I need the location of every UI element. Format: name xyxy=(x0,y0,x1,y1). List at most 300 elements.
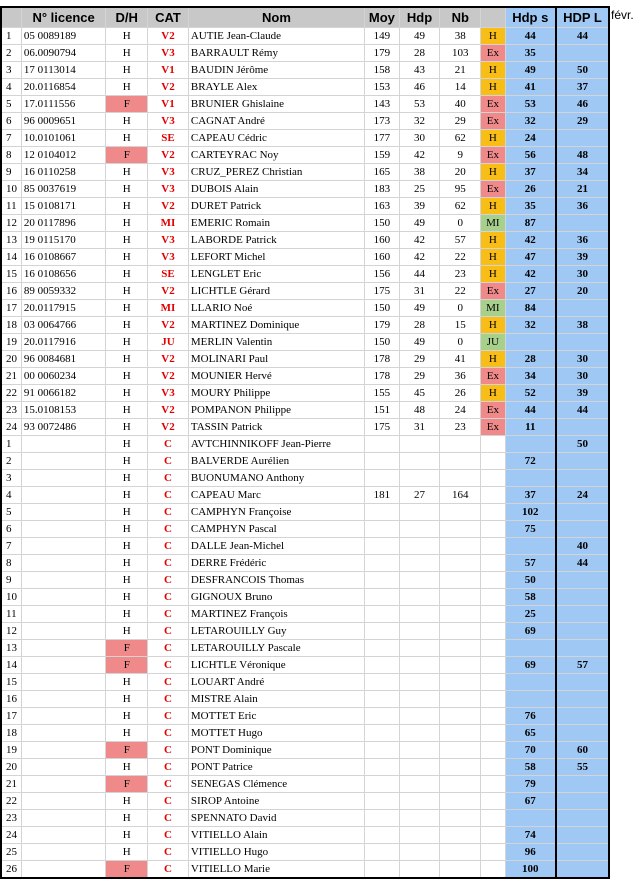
moy-cell[interactable]: 178 xyxy=(365,351,400,368)
dh-cell[interactable]: H xyxy=(106,334,148,351)
hdp-cell[interactable] xyxy=(399,555,440,572)
hdps-cell[interactable]: 67 xyxy=(505,793,556,810)
status-cell[interactable] xyxy=(481,521,505,538)
nb-cell[interactable] xyxy=(440,623,481,640)
category-cell[interactable]: V3 xyxy=(148,164,189,181)
moy-cell[interactable] xyxy=(365,674,400,691)
row-number[interactable]: 4 xyxy=(1,79,21,96)
hdp-cell[interactable]: 42 xyxy=(399,147,440,164)
dh-cell[interactable]: H xyxy=(106,691,148,708)
row-number[interactable]: 7 xyxy=(1,130,21,147)
status-cell[interactable] xyxy=(481,844,505,861)
name-cell[interactable]: MARTINEZ Dominique xyxy=(188,317,364,334)
licence-cell[interactable] xyxy=(21,606,106,623)
row-number[interactable]: 25 xyxy=(1,844,21,861)
moy-cell[interactable]: 159 xyxy=(365,147,400,164)
hdpl-cell[interactable] xyxy=(556,504,609,521)
hdpl-cell[interactable]: 24 xyxy=(556,487,609,504)
name-cell[interactable]: CAMPHYN Françoise xyxy=(188,504,364,521)
status-cell[interactable] xyxy=(481,504,505,521)
hdps-cell[interactable]: 84 xyxy=(505,300,556,317)
hdpl-cell[interactable]: 39 xyxy=(556,385,609,402)
licence-cell[interactable] xyxy=(21,827,106,844)
moy-cell[interactable] xyxy=(365,793,400,810)
hdps-cell[interactable] xyxy=(505,538,556,555)
hdp-cell[interactable]: 49 xyxy=(399,215,440,232)
row-number[interactable]: 5 xyxy=(1,96,21,113)
hdps-cell[interactable]: 41 xyxy=(505,79,556,96)
moy-cell[interactable] xyxy=(365,555,400,572)
name-cell[interactable]: DESFRANCOIS Thomas xyxy=(188,572,364,589)
status-cell[interactable] xyxy=(481,572,505,589)
nb-cell[interactable] xyxy=(440,572,481,589)
category-cell[interactable]: V1 xyxy=(148,62,189,79)
dh-cell[interactable]: F xyxy=(106,776,148,793)
status-cell[interactable] xyxy=(481,453,505,470)
name-cell[interactable]: CRUZ_PEREZ Christian xyxy=(188,164,364,181)
licence-cell[interactable] xyxy=(21,759,106,776)
licence-cell[interactable] xyxy=(21,691,106,708)
dh-cell[interactable]: H xyxy=(106,436,148,453)
hdps-cell[interactable] xyxy=(505,640,556,657)
category-cell[interactable]: V3 xyxy=(148,249,189,266)
hdpl-cell[interactable]: 38 xyxy=(556,317,609,334)
nb-cell[interactable] xyxy=(440,691,481,708)
moy-cell[interactable] xyxy=(365,844,400,861)
moy-cell[interactable]: 160 xyxy=(365,232,400,249)
hdpl-cell[interactable]: 57 xyxy=(556,657,609,674)
licence-cell[interactable]: 16 0110258 xyxy=(21,164,106,181)
category-cell[interactable]: V2 xyxy=(148,368,189,385)
nb-cell[interactable]: 21 xyxy=(440,62,481,79)
moy-cell[interactable]: 150 xyxy=(365,215,400,232)
moy-cell[interactable] xyxy=(365,504,400,521)
dh-cell[interactable]: H xyxy=(106,419,148,436)
status-cell[interactable] xyxy=(481,861,505,879)
name-cell[interactable]: MISTRE Alain xyxy=(188,691,364,708)
dh-cell[interactable]: H xyxy=(106,487,148,504)
hdp-cell[interactable] xyxy=(399,742,440,759)
nb-cell[interactable] xyxy=(440,810,481,827)
row-number[interactable]: 18 xyxy=(1,725,21,742)
category-cell[interactable]: V3 xyxy=(148,113,189,130)
hdp-cell[interactable]: 46 xyxy=(399,79,440,96)
moy-cell[interactable]: 177 xyxy=(365,130,400,147)
status-cell[interactable]: H xyxy=(481,232,505,249)
nb-cell[interactable] xyxy=(440,470,481,487)
hdpl-cell[interactable]: 30 xyxy=(556,368,609,385)
moy-cell[interactable]: 175 xyxy=(365,283,400,300)
licence-cell[interactable] xyxy=(21,810,106,827)
row-number[interactable]: 2 xyxy=(1,453,21,470)
hdpl-cell[interactable] xyxy=(556,691,609,708)
hdpl-cell[interactable] xyxy=(556,674,609,691)
licence-cell[interactable] xyxy=(21,725,106,742)
licence-cell[interactable] xyxy=(21,572,106,589)
licence-cell[interactable] xyxy=(21,487,106,504)
name-cell[interactable]: LABORDE Patrick xyxy=(188,232,364,249)
category-cell[interactable]: C xyxy=(148,453,189,470)
hdp-cell[interactable] xyxy=(399,861,440,879)
nb-cell[interactable]: 0 xyxy=(440,300,481,317)
name-cell[interactable]: PONT Patrice xyxy=(188,759,364,776)
row-number[interactable]: 1 xyxy=(1,436,21,453)
status-cell[interactable]: MI xyxy=(481,300,505,317)
row-number[interactable]: 3 xyxy=(1,470,21,487)
hdp-cell[interactable] xyxy=(399,759,440,776)
nb-cell[interactable]: 0 xyxy=(440,334,481,351)
hdpl-cell[interactable]: 46 xyxy=(556,96,609,113)
row-number[interactable]: 15 xyxy=(1,674,21,691)
licence-cell[interactable]: 93 0072486 xyxy=(21,419,106,436)
nb-cell[interactable] xyxy=(440,436,481,453)
hdps-cell[interactable]: 49 xyxy=(505,62,556,79)
hdpl-cell[interactable] xyxy=(556,215,609,232)
dh-cell[interactable]: H xyxy=(106,555,148,572)
hdp-cell[interactable]: 31 xyxy=(399,419,440,436)
hdpl-cell[interactable]: 50 xyxy=(556,436,609,453)
hdp-cell[interactable] xyxy=(399,657,440,674)
status-cell[interactable] xyxy=(481,793,505,810)
nb-header[interactable]: Nb xyxy=(440,7,481,28)
nb-cell[interactable] xyxy=(440,708,481,725)
hdp-cell[interactable] xyxy=(399,589,440,606)
dh-cell[interactable]: H xyxy=(106,368,148,385)
hdps-cell[interactable]: 87 xyxy=(505,215,556,232)
dh-cell[interactable]: H xyxy=(106,266,148,283)
moy-cell[interactable] xyxy=(365,725,400,742)
moy-cell[interactable] xyxy=(365,759,400,776)
dh-cell[interactable]: H xyxy=(106,79,148,96)
hdp-cell[interactable] xyxy=(399,725,440,742)
licence-cell[interactable]: 96 0009651 xyxy=(21,113,106,130)
nb-cell[interactable] xyxy=(440,589,481,606)
hdps-cell[interactable]: 56 xyxy=(505,147,556,164)
hdpl-cell[interactable]: 44 xyxy=(556,28,609,45)
nb-cell[interactable] xyxy=(440,521,481,538)
nb-cell[interactable] xyxy=(440,504,481,521)
dh-cell[interactable]: H xyxy=(106,113,148,130)
hdps-cell[interactable]: 102 xyxy=(505,504,556,521)
moy-cell[interactable] xyxy=(365,572,400,589)
hdp-cell[interactable] xyxy=(399,827,440,844)
hdpl-cell[interactable] xyxy=(556,861,609,879)
hdpl-cell[interactable] xyxy=(556,793,609,810)
name-cell[interactable]: MOLINARI Paul xyxy=(188,351,364,368)
name-cell[interactable]: CAGNAT André xyxy=(188,113,364,130)
licence-cell[interactable] xyxy=(21,674,106,691)
hdpl-cell[interactable] xyxy=(556,725,609,742)
category-cell[interactable]: V2 xyxy=(148,351,189,368)
status-cell[interactable]: H xyxy=(481,198,505,215)
row-number[interactable]: 2 xyxy=(1,45,21,62)
hdps-cell[interactable]: 34 xyxy=(505,368,556,385)
hdps-cell[interactable]: 75 xyxy=(505,521,556,538)
nb-cell[interactable] xyxy=(440,827,481,844)
hdp-cell[interactable]: 48 xyxy=(399,402,440,419)
category-cell[interactable]: V3 xyxy=(148,232,189,249)
dh-cell[interactable]: F xyxy=(106,147,148,164)
dh-cell[interactable]: H xyxy=(106,283,148,300)
row-number[interactable]: 24 xyxy=(1,827,21,844)
name-cell[interactable]: AVTCHINNIKOFF Jean-Pierre xyxy=(188,436,364,453)
moy-cell[interactable] xyxy=(365,708,400,725)
status-cell[interactable]: H xyxy=(481,28,505,45)
name-cell[interactable]: DUBOIS Alain xyxy=(188,181,364,198)
nb-cell[interactable] xyxy=(440,725,481,742)
name-cell[interactable]: MOUNIER Hervé xyxy=(188,368,364,385)
name-cell[interactable]: VITIELLO Hugo xyxy=(188,844,364,861)
hdp-cell[interactable]: 43 xyxy=(399,62,440,79)
name-cell[interactable]: CAPEAU Marc xyxy=(188,487,364,504)
hdpl-cell[interactable] xyxy=(556,606,609,623)
hdpl-cell[interactable]: 20 xyxy=(556,283,609,300)
hdps-cell[interactable]: 37 xyxy=(505,487,556,504)
licence-cell[interactable]: 96 0084681 xyxy=(21,351,106,368)
row-number[interactable]: 21 xyxy=(1,368,21,385)
nb-cell[interactable]: 22 xyxy=(440,283,481,300)
name-cell[interactable]: BRAYLE Alex xyxy=(188,79,364,96)
hdp-cell[interactable]: 31 xyxy=(399,283,440,300)
extra-column-header[interactable]: févr. xyxy=(611,8,634,22)
name-cell[interactable]: DERRE Frédéric xyxy=(188,555,364,572)
moy-cell[interactable]: 179 xyxy=(365,317,400,334)
nb-cell[interactable]: 40 xyxy=(440,96,481,113)
nb-cell[interactable]: 23 xyxy=(440,419,481,436)
licence-cell[interactable] xyxy=(21,742,106,759)
licence-cell[interactable]: 85 0037619 xyxy=(21,181,106,198)
category-cell[interactable]: C xyxy=(148,555,189,572)
status-cell[interactable]: Ex xyxy=(481,45,505,62)
name-cell[interactable]: SIROP Antoine xyxy=(188,793,364,810)
moy-cell[interactable] xyxy=(365,691,400,708)
hdpl-cell[interactable] xyxy=(556,623,609,640)
name-cell[interactable]: VITIELLO Alain xyxy=(188,827,364,844)
row-number[interactable]: 12 xyxy=(1,623,21,640)
name-cell[interactable]: CAPEAU Cédric xyxy=(188,130,364,147)
dh-cell[interactable]: H xyxy=(106,623,148,640)
dh-cell[interactable]: H xyxy=(106,351,148,368)
hdps-cell[interactable]: 42 xyxy=(505,266,556,283)
moy-cell[interactable]: 150 xyxy=(365,300,400,317)
status-cell[interactable]: Ex xyxy=(481,368,505,385)
hdps-header[interactable]: Hdp s xyxy=(505,7,556,28)
nb-cell[interactable]: 22 xyxy=(440,249,481,266)
category-cell[interactable]: C xyxy=(148,521,189,538)
hdps-cell[interactable]: 58 xyxy=(505,589,556,606)
dh-cell[interactable]: H xyxy=(106,572,148,589)
row-number[interactable]: 19 xyxy=(1,742,21,759)
hdpl-cell[interactable]: 44 xyxy=(556,555,609,572)
status-cell[interactable] xyxy=(481,436,505,453)
nb-cell[interactable]: 23 xyxy=(440,266,481,283)
moy-cell[interactable]: 165 xyxy=(365,164,400,181)
licence-cell[interactable]: 89 0059332 xyxy=(21,283,106,300)
hdps-cell[interactable]: 79 xyxy=(505,776,556,793)
hdp-cell[interactable] xyxy=(399,436,440,453)
licence-cell[interactable] xyxy=(21,708,106,725)
moy-cell[interactable] xyxy=(365,810,400,827)
hdp-cell[interactable]: 32 xyxy=(399,113,440,130)
name-cell[interactable]: LETAROUILLY Pascale xyxy=(188,640,364,657)
hdp-cell[interactable]: 53 xyxy=(399,96,440,113)
category-cell[interactable]: C xyxy=(148,487,189,504)
dh-cell[interactable]: H xyxy=(106,215,148,232)
hdp-cell[interactable]: 42 xyxy=(399,232,440,249)
nb-cell[interactable]: 62 xyxy=(440,130,481,147)
hdps-cell[interactable]: 32 xyxy=(505,113,556,130)
nb-cell[interactable]: 41 xyxy=(440,351,481,368)
name-cell[interactable]: LENGLET Eric xyxy=(188,266,364,283)
row-number[interactable]: 26 xyxy=(1,861,21,879)
row-number[interactable]: 9 xyxy=(1,572,21,589)
category-cell[interactable]: C xyxy=(148,640,189,657)
hdpl-cell[interactable]: 55 xyxy=(556,759,609,776)
nb-cell[interactable] xyxy=(440,861,481,879)
hdpl-cell[interactable]: 40 xyxy=(556,538,609,555)
row-number[interactable]: 16 xyxy=(1,691,21,708)
row-number[interactable]: 19 xyxy=(1,334,21,351)
category-cell[interactable]: V2 xyxy=(148,283,189,300)
name-cell[interactable]: BUONUMANO Anthony xyxy=(188,470,364,487)
category-cell[interactable]: JU xyxy=(148,334,189,351)
name-cell[interactable]: VITIELLO Marie xyxy=(188,861,364,879)
hdps-cell[interactable]: 96 xyxy=(505,844,556,861)
hdps-cell[interactable]: 47 xyxy=(505,249,556,266)
hdps-cell[interactable]: 69 xyxy=(505,657,556,674)
row-number[interactable]: 14 xyxy=(1,249,21,266)
hdps-cell[interactable]: 27 xyxy=(505,283,556,300)
hdps-cell[interactable] xyxy=(505,674,556,691)
nb-cell[interactable] xyxy=(440,538,481,555)
hdp-cell[interactable] xyxy=(399,691,440,708)
status-cell[interactable]: Ex xyxy=(481,113,505,130)
licence-cell[interactable]: 20.0116854 xyxy=(21,79,106,96)
row-number[interactable]: 21 xyxy=(1,776,21,793)
name-cell[interactable]: LICHTLE Gérard xyxy=(188,283,364,300)
status-cell[interactable]: H xyxy=(481,351,505,368)
nb-cell[interactable]: 15 xyxy=(440,317,481,334)
status-cell[interactable]: H xyxy=(481,79,505,96)
row-number[interactable]: 24 xyxy=(1,419,21,436)
name-cell[interactable]: MOURY Philippe xyxy=(188,385,364,402)
row-number[interactable]: 9 xyxy=(1,164,21,181)
hdps-cell[interactable]: 76 xyxy=(505,708,556,725)
hdpl-cell[interactable]: 44 xyxy=(556,402,609,419)
moy-cell[interactable] xyxy=(365,521,400,538)
status-cell[interactable] xyxy=(481,657,505,674)
dh-cell[interactable]: H xyxy=(106,45,148,62)
hdpl-header[interactable]: HDP L xyxy=(556,7,609,28)
nb-cell[interactable]: 24 xyxy=(440,402,481,419)
hdpl-cell[interactable]: 30 xyxy=(556,266,609,283)
moy-cell[interactable]: 163 xyxy=(365,198,400,215)
moy-cell[interactable] xyxy=(365,861,400,879)
name-cell[interactable]: CARTEYRAC Noy xyxy=(188,147,364,164)
dh-cell[interactable]: H xyxy=(106,198,148,215)
status-cell[interactable]: Ex xyxy=(481,283,505,300)
nb-cell[interactable]: 103 xyxy=(440,45,481,62)
name-cell[interactable]: DURET Patrick xyxy=(188,198,364,215)
nb-cell[interactable] xyxy=(440,453,481,470)
name-cell[interactable]: LEFORT Michel xyxy=(188,249,364,266)
hdps-cell[interactable]: 69 xyxy=(505,623,556,640)
hdp-cell[interactable] xyxy=(399,674,440,691)
row-number[interactable]: 20 xyxy=(1,759,21,776)
row-number[interactable]: 20 xyxy=(1,351,21,368)
row-number[interactable]: 10 xyxy=(1,589,21,606)
hdps-cell[interactable]: 42 xyxy=(505,232,556,249)
moy-cell[interactable]: 160 xyxy=(365,249,400,266)
licence-cell[interactable]: 12 0104012 xyxy=(21,147,106,164)
moy-cell[interactable] xyxy=(365,589,400,606)
hdps-cell[interactable]: 28 xyxy=(505,351,556,368)
hdpl-cell[interactable] xyxy=(556,130,609,147)
moy-cell[interactable] xyxy=(365,436,400,453)
status-cell[interactable] xyxy=(481,674,505,691)
status-cell[interactable]: H xyxy=(481,385,505,402)
hdps-cell[interactable]: 100 xyxy=(505,861,556,879)
licence-cell[interactable]: 15.0108153 xyxy=(21,402,106,419)
status-cell[interactable] xyxy=(481,776,505,793)
name-cell[interactable]: DALLE Jean-Michel xyxy=(188,538,364,555)
dh-cell[interactable]: H xyxy=(106,300,148,317)
category-cell[interactable]: C xyxy=(148,708,189,725)
hdps-cell[interactable]: 58 xyxy=(505,759,556,776)
moy-cell[interactable]: 181 xyxy=(365,487,400,504)
status-cell[interactable] xyxy=(481,725,505,742)
status-cell[interactable] xyxy=(481,742,505,759)
licence-cell[interactable]: 00 0060234 xyxy=(21,368,106,385)
dh-cell[interactable]: H xyxy=(106,810,148,827)
dh-cell[interactable]: H xyxy=(106,181,148,198)
status-cell[interactable] xyxy=(481,708,505,725)
dh-cell[interactable]: H xyxy=(106,402,148,419)
moy-header[interactable]: Moy xyxy=(365,7,400,28)
status-cell[interactable]: H xyxy=(481,164,505,181)
licence-cell[interactable]: 06.0090794 xyxy=(21,45,106,62)
name-cell[interactable]: AUTIE Jean-Claude xyxy=(188,28,364,45)
row-number[interactable]: 13 xyxy=(1,640,21,657)
hdp-cell[interactable] xyxy=(399,538,440,555)
nb-cell[interactable] xyxy=(440,606,481,623)
dh-cell[interactable]: H xyxy=(106,759,148,776)
nom-header[interactable]: Nom xyxy=(188,7,364,28)
hdpl-cell[interactable] xyxy=(556,521,609,538)
dh-cell[interactable]: H xyxy=(106,725,148,742)
moy-cell[interactable]: 150 xyxy=(365,334,400,351)
licence-cell[interactable]: 16 0108656 xyxy=(21,266,106,283)
status-cell[interactable] xyxy=(481,606,505,623)
dh-cell[interactable]: H xyxy=(106,708,148,725)
licence-cell[interactable] xyxy=(21,436,106,453)
dh-cell[interactable]: H xyxy=(106,232,148,249)
category-cell[interactable]: SE xyxy=(148,130,189,147)
hdpl-cell[interactable]: 34 xyxy=(556,164,609,181)
moy-cell[interactable]: 155 xyxy=(365,385,400,402)
hdps-cell[interactable]: 35 xyxy=(505,198,556,215)
hdp-header[interactable]: Hdp xyxy=(399,7,440,28)
status-cell[interactable]: Ex xyxy=(481,147,505,164)
nb-cell[interactable]: 9 xyxy=(440,147,481,164)
dh-cell[interactable]: H xyxy=(106,470,148,487)
nb-cell[interactable]: 26 xyxy=(440,385,481,402)
hdps-cell[interactable] xyxy=(505,436,556,453)
row-number[interactable]: 7 xyxy=(1,538,21,555)
category-cell[interactable]: C xyxy=(148,470,189,487)
hdp-cell[interactable] xyxy=(399,521,440,538)
hdps-cell[interactable]: 11 xyxy=(505,419,556,436)
